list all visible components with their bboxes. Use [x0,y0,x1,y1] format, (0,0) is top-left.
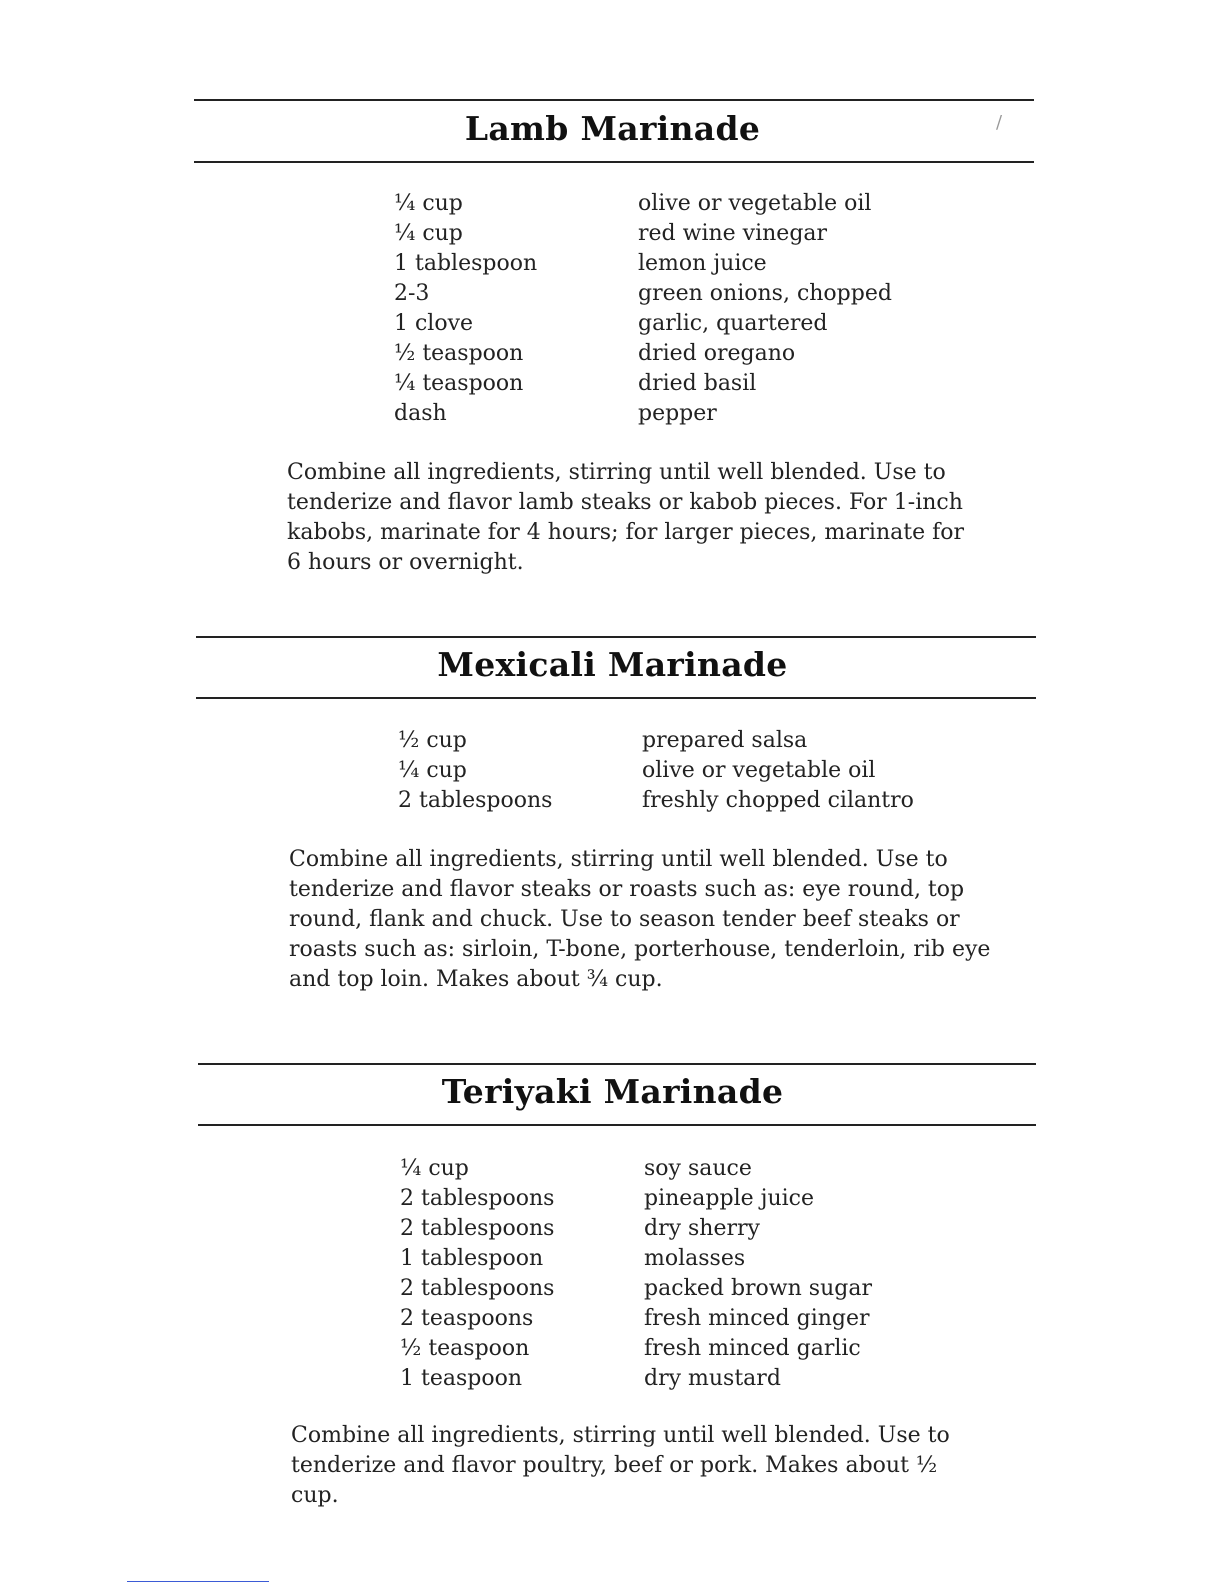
ingredient-quantity: ½ teaspoon [394,341,524,366]
ingredient-name: molasses [644,1246,746,1271]
recipe-instructions: Combine all ingredients, stirring until well blended. Use to tenderize and flavor poultry, beef or pork. Makes about ½ cup. [291,1423,950,1508]
ingredient-row [400,1244,872,1274]
ingredient-name: dry mustard [644,1366,781,1391]
title-rule-top [198,1063,1036,1065]
ingredient-row [394,339,892,369]
ingredient-row [398,726,914,756]
ingredient-name: olive or vegetable oil [638,191,872,216]
recipe-instructions: Combine all ingredients, stirring until well blended. Use to tenderize and flavor steaks or roasts such as: eye round, top round, flank and chuck. Use to season tender beef steaks or roasts such as: sirloin, T-bone, porterhouse, tenderloin, rib eye and top loin. Makes about ¾ cup. [289,847,991,992]
ingredient-name: pepper [638,401,717,426]
ingredient-quantity: 2 tablespoons [400,1216,555,1241]
ingredient-quantity: dash [394,401,447,426]
ingredient-row [394,249,892,279]
ingredient-row [400,1184,872,1214]
ingredient-quantity: ½ cup [398,728,467,753]
ingredient-row [400,1214,872,1244]
ingredient-name: dried oregano [638,341,796,366]
title-rule-bottom [196,697,1036,699]
ingredient-quantity: ¼ cup [394,191,463,216]
ingredient-row [400,1304,872,1334]
recipe-instructions: Combine all ingredients, stirring until well blended. Use to tenderize and flavor lamb steaks or kabob pieces. For 1-inch kabobs, marinate for 4 hours; for larger pieces, marinate for 6 hours or overnight. [287,460,964,575]
scan-speck-mark: / [996,112,1003,133]
ingredient-row [398,786,914,816]
title-rule-top [194,99,1034,101]
ingredient-quantity: 1 teaspoon [400,1366,522,1391]
ingredient-row [394,369,892,399]
recipe-title: Lamb Marinade [464,109,761,148]
ingredient-quantity: ¼ cup [398,758,467,783]
ingredient-name: dried basil [638,371,757,396]
ingredient-name: olive or vegetable oil [642,758,876,783]
recipe-title: Mexicali Marinade [437,645,788,684]
ingredient-quantity: 2 tablespoons [400,1276,555,1301]
ingredient-quantity: 2 tablespoons [398,788,553,813]
title-rule-top [196,636,1036,638]
ingredient-name: lemon juice [638,251,767,276]
ingredient-name: green onions, chopped [638,281,892,306]
ingredient-list [400,1154,872,1394]
title-rule-bottom [194,161,1034,163]
ingredient-quantity: 2 teaspoons [400,1306,534,1331]
ingredient-name: fresh minced ginger [644,1306,870,1331]
ingredient-row [398,756,914,786]
ingredient-row [394,309,892,339]
ingredient-row [394,399,892,429]
ingredient-name: garlic, quartered [638,311,828,336]
ingredient-name: dry sherry [644,1216,760,1241]
ingredient-row [400,1274,872,1304]
ingredient-quantity: ¼ cup [394,221,463,246]
ingredient-row [394,189,892,219]
ingredient-quantity: 1 tablespoon [400,1246,544,1271]
recipe-title: Teriyaki Marinade [441,1072,784,1111]
ingredient-row [400,1364,872,1394]
ingredient-quantity: 1 clove [394,311,474,336]
ingredient-list [398,726,914,816]
ingredient-quantity: 2 tablespoons [400,1186,555,1211]
ingredient-name: fresh minced garlic [644,1336,861,1361]
ingredient-list [394,189,892,429]
ingredient-quantity: 1 tablespoon [394,251,538,276]
scan-edge-line [127,1581,269,1582]
title-rule-bottom [198,1124,1036,1126]
ingredient-row [400,1154,872,1184]
ingredient-name: packed brown sugar [644,1276,872,1301]
ingredient-quantity: ¼ cup [400,1156,469,1181]
ingredient-name: soy sauce [644,1156,752,1181]
ingredient-row [400,1334,872,1364]
ingredient-row [394,219,892,249]
ingredient-quantity: ½ teaspoon [400,1336,530,1361]
ingredient-name: freshly chopped cilantro [642,788,914,813]
ingredient-name: prepared salsa [642,728,808,753]
ingredient-row [394,279,892,309]
ingredient-quantity: 2-3 [394,281,430,306]
ingredient-quantity: ¼ teaspoon [394,371,524,396]
ingredient-name: pineapple juice [644,1186,815,1211]
ingredient-name: red wine vinegar [638,221,828,246]
